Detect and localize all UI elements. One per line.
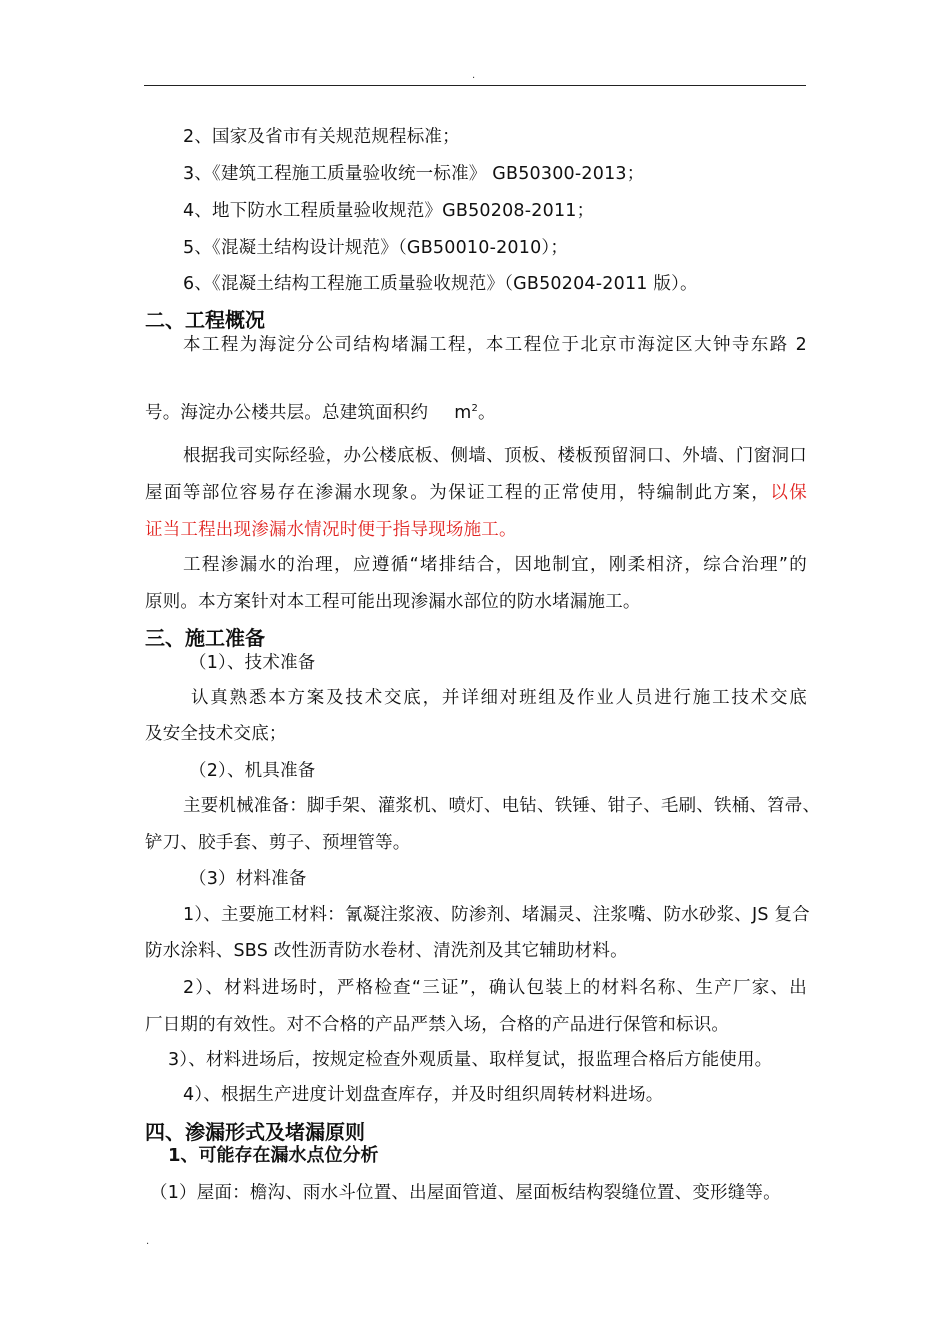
tech-prep-line2: 及安全技术交底； (145, 724, 287, 744)
equipment-prep-line1: 主要机械准备：脚手架、灌浆机、喷灯、电钻、铁锤、钳子、毛刷、铁桶、笤帚、 (183, 796, 821, 816)
area-unit-exponent: 2 (471, 403, 479, 414)
overview-p2-line2 (145, 481, 807, 505)
ref-item-3: 3、《建筑工程施工质量验收统一标准》 GB50300-2013； (183, 164, 645, 184)
overview-p3-line2: 原则。本方案针对本工程可能出现渗漏水部位的防水堵漏施工。 (145, 592, 641, 612)
equipment-prep-heading: （2）、机具准备 (189, 761, 316, 781)
ref-item-5: 5、《混凝土结构设计规范》（GB50010-2010）； (183, 238, 569, 258)
overview-p1-line1: 本工程为海淀分公司结构堵漏工程，本工程位于北京市海淀区大钟寺东路 2 (183, 335, 807, 355)
overview-p1-text: 号。海淀办公楼共层。总建筑面积约 (145, 402, 429, 423)
area-unit: m (454, 402, 472, 423)
ref-item-4: 4、地下防水工程质量验收规范》GB50208-2011； (183, 201, 595, 221)
ref-item-6: 6、《混凝土结构工程施工质量验收规范》（GB50204-2011 版）。 (183, 274, 698, 294)
overview-p2-highlight-start: 以保 (770, 483, 807, 503)
material-3-line: 3）、材料进场后，按规定检查外观质量、取样复试，报监理合格后方能使用。 (168, 1050, 773, 1070)
material-1-line1: 1）、主要施工材料：氰凝注浆液、防渗剂、堵漏灵、注浆嘴、防水砂浆、JS 复合 (183, 905, 810, 925)
overview-p2-highlight-end: 证当工程出现渗漏水情况时便于指导现场施工。 (145, 520, 517, 540)
equipment-prep-line2: 铲刀、胶手套、剪子、预埋管等。 (145, 833, 411, 853)
section-2-heading: 二、工程概况 (145, 308, 265, 332)
leak-points-heading: 1、可能存在漏水点位分析 (168, 1145, 379, 1166)
section-3-heading: 三、施工准备 (145, 626, 265, 650)
material-2-line2: 厂日期的有效性。对不合格的产品严禁入场，合格的产品进行保管和标识。 (145, 1015, 730, 1035)
overview-p1-end: 。 (478, 402, 496, 423)
header-rule (144, 85, 806, 86)
material-2-line1: 2）、材料进场时，严格检查“三证”，确认包装上的材料名称、生产厂家、出 (183, 978, 807, 998)
overview-p2-line2-text: 屋面等部位容易存在渗漏水现象。为保证工程的正常使用，特编制此方案， (145, 483, 771, 503)
tech-prep-heading: （1）、技术准备 (189, 653, 316, 673)
footer-mark: . (146, 1236, 150, 1247)
overview-p2-line1: 根据我司实际经验，办公楼底板、侧墙、顶板、楼板预留洞口、外墙、门窗洞口 (183, 446, 807, 466)
tech-prep-line1: 认真熟悉本方案及技术交底，并详细对班组及作业人员进行施工技术交底 (191, 688, 807, 708)
header-mark: . (472, 70, 476, 81)
section-4-heading: 四、渗漏形式及堵漏原则 (145, 1120, 365, 1144)
material-4-line: 4）、根据生产进度计划盘查库存，并及时组织周转材料进场。 (183, 1085, 664, 1105)
overview-p3-line1: 工程渗漏水的治理，应遵循“堵排结合，因地制宜，刚柔相济，综合治理”的 (183, 555, 807, 575)
roof-leak-item: （1）屋面：檐沟、雨水斗位置、出屋面管道、屋面板结构裂缝位置、变形缝等。 (150, 1183, 781, 1203)
overview-p1-line2 (145, 397, 496, 425)
material-1-line2: 防水涂料、SBS 改性沥青防水卷材、清洗剂及其它辅助材料。 (145, 941, 628, 961)
material-prep-heading: （3）材料准备 (189, 869, 307, 889)
ref-item-2: 2、国家及省市有关规范规程标准； (183, 127, 460, 147)
